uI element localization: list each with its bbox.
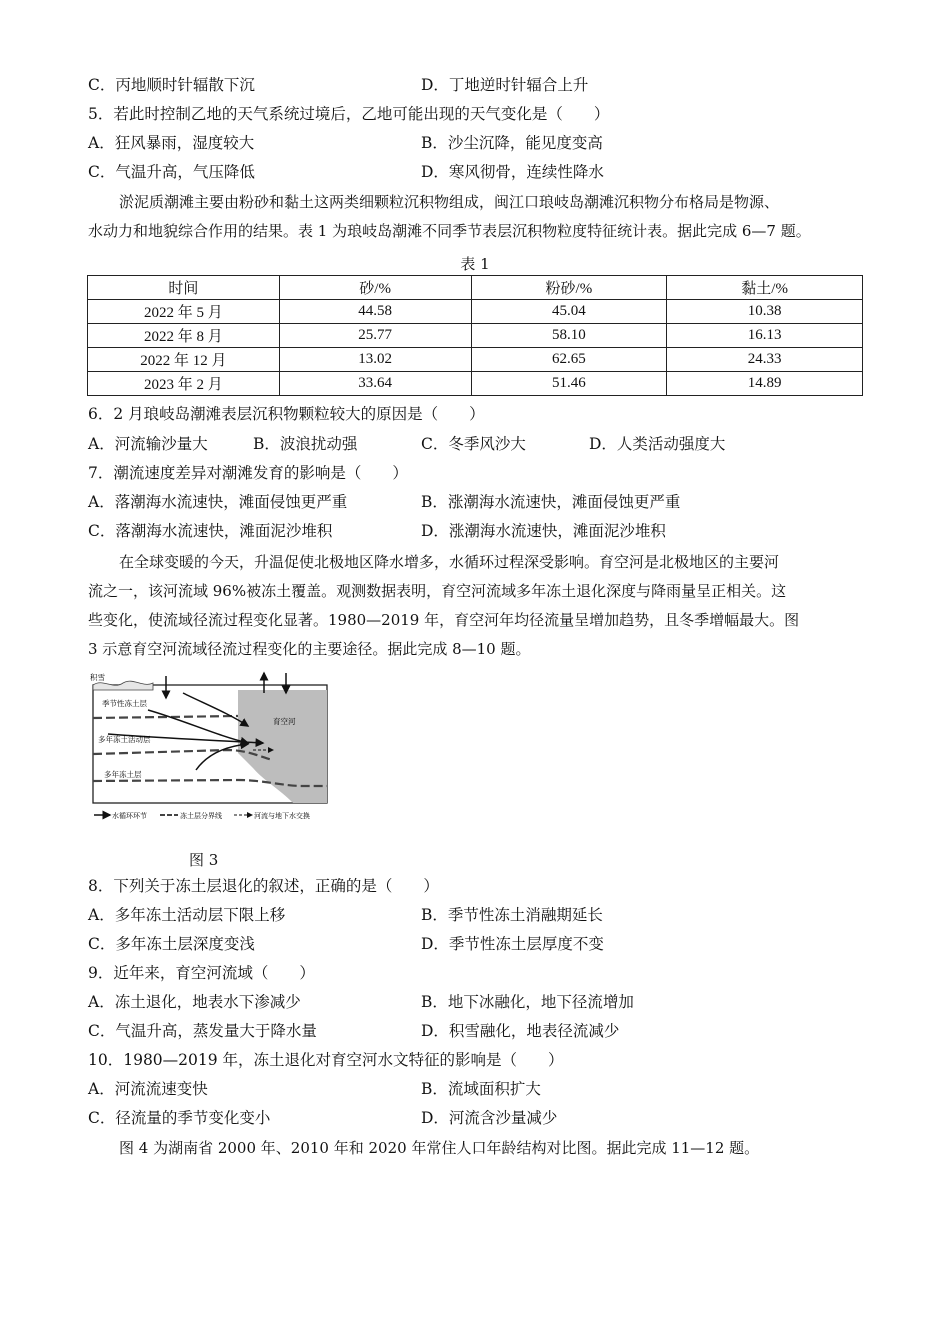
table-cell: 45.04 bbox=[471, 300, 667, 324]
q8-option-c: C．多年冻土层深度变浅 bbox=[88, 935, 255, 953]
table-cell: 24.33 bbox=[667, 348, 863, 372]
q5-stem: 5．若此时控制乙地的天气系统过境后，乙地可能出现的天气变化是（ ） bbox=[88, 105, 610, 123]
table-cell: 44.58 bbox=[279, 300, 471, 324]
q9-option-a: A．冻土退化，地表水下渗减少 bbox=[88, 993, 301, 1011]
q10-option-c: C．径流量的季节变化变小 bbox=[88, 1109, 271, 1127]
table-cell: 58.10 bbox=[471, 324, 667, 348]
snow-layer bbox=[93, 681, 153, 690]
label-snow: 积雪 bbox=[90, 673, 105, 682]
figure3-diagram bbox=[88, 668, 333, 828]
q9-option-d: D．积雪融化，地表径流减少 bbox=[421, 1022, 620, 1040]
q8-option-a: A．多年冻土活动层下限上移 bbox=[88, 906, 286, 924]
q9-stem: 9．近年来，育空河流域（ ） bbox=[88, 964, 315, 982]
q5-option-c: C．气温升高，气压降低 bbox=[88, 163, 255, 181]
q7-option-b: B．涨潮海水流速快，滩面侵蚀更严重 bbox=[421, 493, 681, 511]
passage2-line2: 流之一，该河流域 96%被冻土覆盖。观测数据表明，育空河流域多年冻土退化深度与降雨量呈正相关。这 bbox=[88, 582, 787, 600]
passage1-line2: 水动力和地貌综合作用的结果。表 1 为琅岐岛潮滩不同季节表层沉积物粒度特征统计表。据此完成 6—7 题。 bbox=[88, 222, 811, 240]
q6-option-a: A．河流输沙量大 bbox=[88, 435, 208, 453]
q7-option-d: D．涨潮海水流速快，滩面泥沙堆积 bbox=[421, 522, 666, 540]
table-row bbox=[88, 300, 863, 324]
table-header-cell: 黏土/% bbox=[667, 276, 863, 300]
table-cell: 2022 年 8 月 bbox=[88, 324, 280, 348]
q4-option-d: D．丁地逆时针辐合上升 bbox=[421, 76, 589, 94]
label-permafrost: 多年冻土层 bbox=[104, 770, 142, 779]
label-active: 多年冻土活动层 bbox=[98, 735, 151, 744]
q5-option-b: B．沙尘沉降，能见度变高 bbox=[421, 134, 603, 152]
passage2-line3: 些变化，使流域径流过程变化显著。1980—2019 年，育空河年均径流量呈增加趋势，且冬季增幅最大。图 bbox=[88, 611, 800, 629]
passage1-line1: 淤泥质潮滩主要由粉砂和黏土这两类细颗粒沉积物组成，闽江口琅岐岛潮滩沉积物分布格局是物源、 bbox=[119, 193, 780, 211]
passage2-line4: 3 示意育空河流域径流过程变化的主要途径。据此完成 8—10 题。 bbox=[88, 640, 531, 658]
q7-option-a: A．落潮海水流速快，滩面侵蚀更严重 bbox=[88, 493, 348, 511]
passage-tidal-flat bbox=[88, 188, 868, 246]
passage2-line1: 在全球变暖的今天，升温促使北极地区降水增多，水循环过程深受影响。育空河是北极地区的主要河 bbox=[119, 553, 780, 571]
q7-stem: 7．潮流速度差异对潮滩发育的影响是（ ） bbox=[88, 464, 408, 482]
table-row bbox=[88, 324, 863, 348]
label-river: 育空河 bbox=[273, 717, 296, 726]
table-cell: 62.65 bbox=[471, 348, 667, 372]
q6-stem: 6．2 月琅岐岛潮滩表层沉积物颗粒较大的原因是（ ） bbox=[88, 405, 485, 423]
table1-caption: 表 1 bbox=[460, 255, 490, 273]
table-header-cell: 砂/% bbox=[279, 276, 471, 300]
passage-hunan bbox=[88, 1134, 868, 1163]
table1 bbox=[87, 275, 863, 396]
table-cell: 2022 年 5 月 bbox=[88, 300, 280, 324]
q8-option-d: D．季节性冻土层厚度不变 bbox=[421, 935, 604, 953]
passage-yukon bbox=[88, 548, 868, 664]
label-seasonal: 季节性冻土层 bbox=[102, 699, 147, 708]
table-row bbox=[88, 372, 863, 396]
table-cell: 13.02 bbox=[279, 348, 471, 372]
q9-option-c: C．气温升高，蒸发量大于降水量 bbox=[88, 1022, 317, 1040]
table-cell: 51.46 bbox=[471, 372, 667, 396]
q6-option-c: C．冬季风沙大 bbox=[421, 435, 526, 453]
table-cell: 10.38 bbox=[667, 300, 863, 324]
table-header-cell: 粉砂/% bbox=[471, 276, 667, 300]
passage3-line1: 图 4 为湖南省 2000 年、2010 年和 2020 年常住人口年龄结构对比图。据此完成 11—12 题。 bbox=[119, 1139, 760, 1157]
q10-option-b: B．流域面积扩大 bbox=[421, 1080, 541, 1098]
q6-option-b: B．波浪扰动强 bbox=[253, 435, 358, 453]
q4-option-c: C．丙地顺时针辐散下沉 bbox=[88, 76, 255, 94]
legend-exchange: 河流与地下水交换 bbox=[254, 812, 310, 820]
table-header-cell: 时间 bbox=[88, 276, 280, 300]
q10-option-d: D．河流含沙量减少 bbox=[421, 1109, 558, 1127]
q5-option-d: D．寒风彻骨，连续性降水 bbox=[421, 163, 604, 181]
table-row bbox=[88, 348, 863, 372]
table-header-row bbox=[88, 276, 863, 300]
q8-option-b: B．季节性冻土消融期延长 bbox=[421, 906, 603, 924]
table-cell: 2022 年 12 月 bbox=[88, 348, 280, 372]
legend-boundary: 冻土层分界线 bbox=[180, 812, 222, 820]
q9-option-b: B．地下冰融化，地下径流增加 bbox=[421, 993, 634, 1011]
table-cell: 25.77 bbox=[279, 324, 471, 348]
figure3-caption: 图 3 bbox=[189, 851, 219, 869]
q10-option-a: A．河流流速变快 bbox=[88, 1080, 208, 1098]
q6-option-d: D．人类活动强度大 bbox=[589, 435, 726, 453]
table-cell: 2023 年 2 月 bbox=[88, 372, 280, 396]
q7-option-c: C．落潮海水流速快，滩面泥沙堆积 bbox=[88, 522, 333, 540]
table-cell: 33.64 bbox=[279, 372, 471, 396]
table-cell: 16.13 bbox=[667, 324, 863, 348]
table-cell: 14.89 bbox=[667, 372, 863, 396]
q8-stem: 8．下列关于冻土层退化的叙述，正确的是（ ） bbox=[88, 877, 439, 895]
q5-option-a: A．狂风暴雨，湿度较大 bbox=[88, 134, 255, 152]
legend-cycle: 水循环环节 bbox=[112, 812, 147, 820]
q10-stem: 10．1980—2019 年，冻土退化对育空河水文特征的影响是（ ） bbox=[88, 1051, 564, 1069]
